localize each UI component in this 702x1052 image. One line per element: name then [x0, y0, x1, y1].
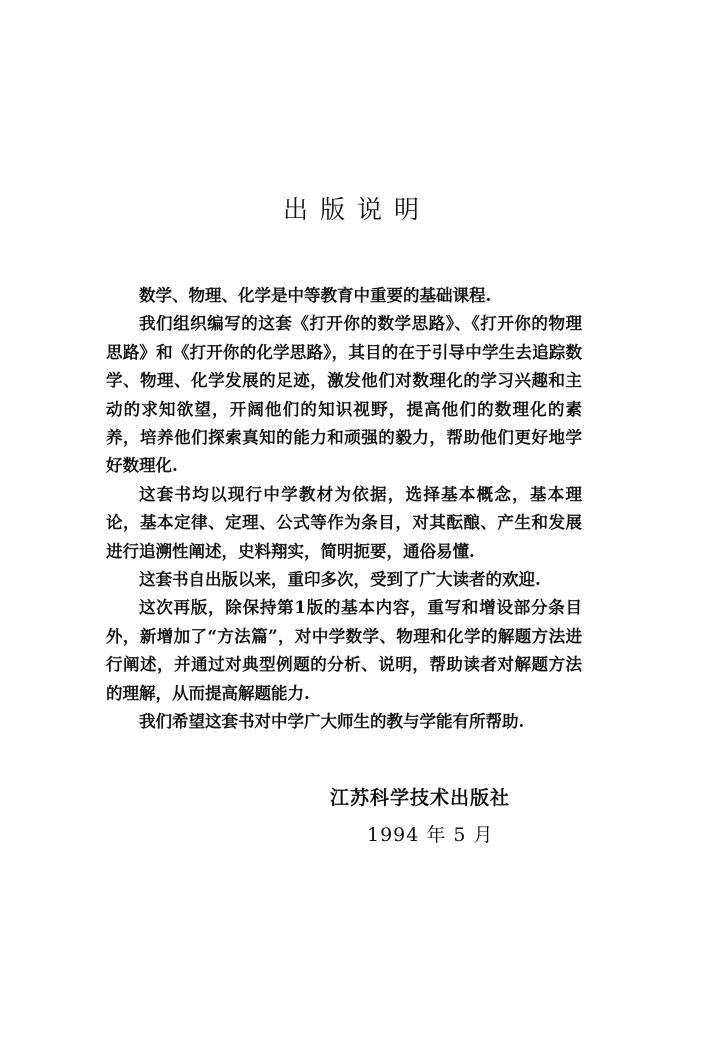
- paragraph: 我们希望这套书对中学广大师生的教与学能有所帮助.: [139, 712, 525, 732]
- publication-date: 1994 年 5 月: [367, 824, 494, 846]
- body-text: [106, 282, 582, 737]
- paragraph: 数学、物理、化学是中等教育中重要的基础课程.: [139, 286, 492, 305]
- publisher-name: 江苏科学技术出版社: [330, 787, 511, 809]
- paragraph: 我们组织编写的这套《打开你的数学思路》、《打开你的物理思路》和《打开你的化学思路》，其目的在于引导中学生去追踪数学、物理、化学发展的足迹，激发他们对数理化的学习兴趣和主动的求知欲望，开阔他们的知识视野，提高他们的数理化的素养，培养他们探索真知的能力和顽强的毅力，帮助他们更好地学好数理化.: [106, 314, 582, 476]
- paragraph: 这套书均以现行中学教材为依据，选择基本概念，基本理论，基本定律、定理、公式等作为条目，对其酝酿、产生和发展进行追溯性阐述，史料翔实，简明扼要，通俗易懂.: [106, 484, 582, 561]
- paragraph: 这次再版，除保持第1版的基本内容，重写和增设部分条目外，新增加了“方法篇”，对中学数学、物理和化学的解题方法进行阐述，并通过对典型例题的分析、说明，帮助读者对解题方法的理解，从而提高解题能力.: [106, 598, 582, 703]
- page-title: 出版说明: [282, 195, 431, 224]
- paragraph: 这套书自出版以来，重印多次，受到了广大读者的欢迎.: [139, 570, 541, 590]
